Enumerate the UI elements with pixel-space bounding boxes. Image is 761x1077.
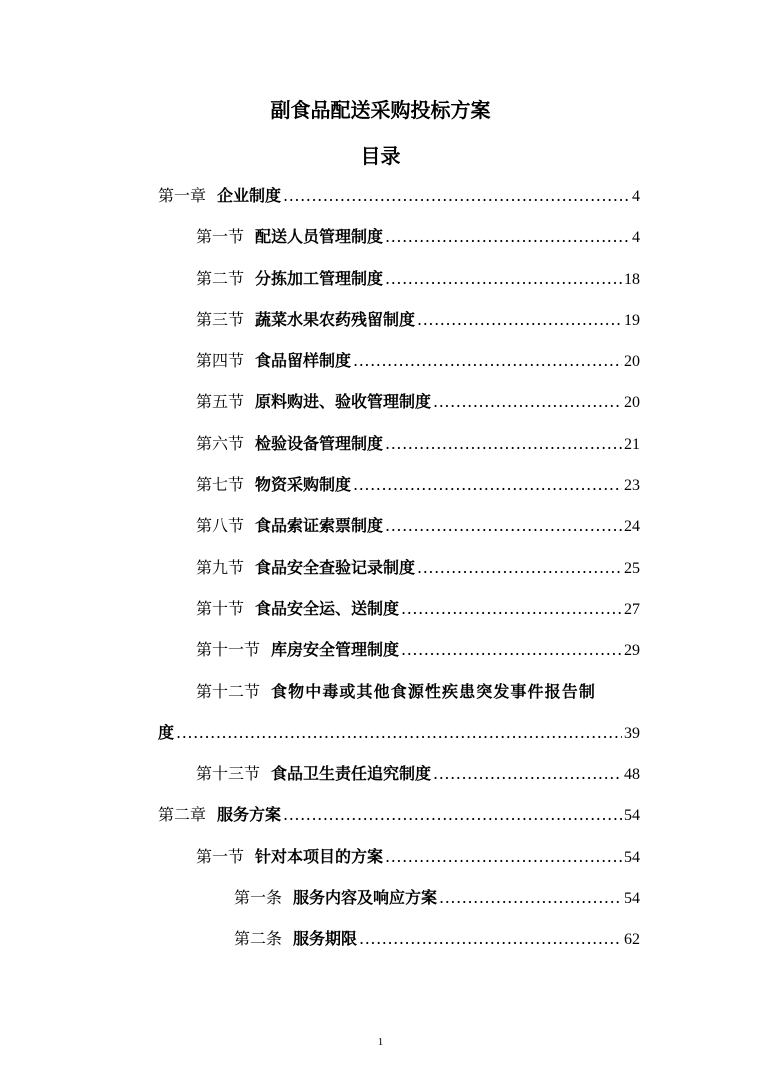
toc-entry[interactable] <box>158 547 640 588</box>
toc-entry-title: 检验设备管理制度 <box>255 433 384 453</box>
toc-entry-title: 服务方案 <box>217 805 282 825</box>
toc-entry-page: 4 <box>632 229 640 247</box>
toc-entry-number: 第一节 <box>196 227 245 247</box>
toc-entry[interactable] <box>158 918 640 959</box>
toc-entry-number: 第六节 <box>196 433 245 453</box>
toc-entry[interactable] <box>158 877 640 918</box>
toc-leader <box>385 216 630 257</box>
toc-entry[interactable] <box>158 464 640 505</box>
document-title: 副食品配送采购投标方案 <box>270 98 491 122</box>
toc-entry-page: 29 <box>624 642 640 660</box>
toc-leader <box>439 877 622 918</box>
toc-leader <box>283 794 622 835</box>
toc-entry-page: 27 <box>624 600 640 618</box>
toc-entry[interactable] <box>158 340 640 381</box>
table-of-contents <box>158 175 640 960</box>
toc-entry[interactable] <box>158 175 640 216</box>
toc-entry-title: 分拣加工管理制度 <box>255 268 384 288</box>
toc-leader <box>353 464 622 505</box>
toc-leader <box>283 175 630 216</box>
toc-entry-number: 第四节 <box>196 351 245 371</box>
toc-entry-page: 25 <box>624 559 640 577</box>
toc-entry-page: 23 <box>624 477 640 495</box>
toc-entry-title: 库房安全管理制度 <box>271 640 400 660</box>
toc-entry-number: 第九节 <box>196 557 245 577</box>
toc-entry-page: 19 <box>624 311 640 329</box>
toc-entry-page: 54 <box>624 848 640 866</box>
toc-entry-title: 针对本项目的方案 <box>255 846 384 866</box>
toc-entry-title: 食品留样制度 <box>255 351 352 371</box>
toc-leader <box>401 629 622 670</box>
toc-entry-title: 食品索证索票制度 <box>255 516 384 536</box>
toc-entry-title: 服务内容及响应方案 <box>293 888 438 908</box>
toc-leader <box>385 505 622 546</box>
toc-entry-number: 第三节 <box>196 309 245 329</box>
toc-leader <box>176 712 622 753</box>
toc-entry-number: 第五节 <box>196 392 245 412</box>
toc-leader <box>417 547 622 588</box>
toc-entry-number: 第一章 <box>158 186 207 205</box>
toc-entry-page: 54 <box>624 807 640 825</box>
toc-entry[interactable] <box>158 381 640 422</box>
toc-leader <box>385 836 622 877</box>
page-number: 1 <box>377 1036 384 1048</box>
toc-entry-continuation[interactable] <box>158 712 640 753</box>
toc-entry-number: 第八节 <box>196 516 245 536</box>
toc-entry-number: 第一节 <box>196 846 245 866</box>
toc-entry-title: 企业制度 <box>217 186 282 205</box>
toc-entry-number: 第二章 <box>158 805 207 825</box>
toc-entry-number: 第十节 <box>196 598 245 618</box>
toc-entry-page: 18 <box>624 270 640 288</box>
toc-entry-page: 54 <box>624 890 640 908</box>
toc-entry-title: 食品卫生责任追究制度 <box>271 764 432 784</box>
toc-entry-number: 第二节 <box>196 268 245 288</box>
toc-entry-page: 48 <box>624 766 640 784</box>
toc-leader <box>433 753 622 794</box>
toc-entry[interactable] <box>158 794 640 835</box>
toc-entry-title-continuation: 度 <box>158 722 175 742</box>
toc-entry-title: 原料购进、验收管理制度 <box>255 392 432 412</box>
toc-heading: 目录 <box>360 144 401 168</box>
toc-entry[interactable] <box>158 216 640 257</box>
toc-entry-number: 第十一节 <box>196 640 261 660</box>
toc-entry-number: 第一条 <box>234 888 283 908</box>
toc-entry-page: 20 <box>624 353 640 371</box>
toc-entry-page: 39 <box>624 724 640 742</box>
toc-leader <box>359 918 622 959</box>
toc-entry-page: 62 <box>624 931 640 949</box>
toc-entry-title: 物资采购制度 <box>255 475 352 495</box>
toc-entry-wrapped[interactable] <box>158 671 640 712</box>
toc-entry-number: 第二条 <box>234 929 283 949</box>
toc-entry-title: 食品安全查验记录制度 <box>255 557 416 577</box>
toc-entry[interactable] <box>158 258 640 299</box>
toc-entry-number: 第七节 <box>196 475 245 495</box>
toc-leader <box>401 588 622 629</box>
toc-entry[interactable] <box>158 423 640 464</box>
toc-entry[interactable] <box>158 505 640 546</box>
toc-entry[interactable] <box>158 299 640 340</box>
toc-leader <box>385 258 622 299</box>
toc-entry[interactable] <box>158 753 640 794</box>
toc-entry-title: 服务期限 <box>293 929 358 949</box>
toc-entry-title: 食品安全运、送制度 <box>255 598 400 618</box>
toc-leader <box>353 340 622 381</box>
toc-entry-page: 24 <box>624 518 640 536</box>
toc-entry-number: 第十二节 <box>196 681 261 701</box>
toc-leader <box>417 299 622 340</box>
toc-entry[interactable] <box>158 836 640 877</box>
toc-entry-page: 20 <box>624 394 640 412</box>
toc-leader <box>433 381 622 422</box>
toc-entry-title: 配送人员管理制度 <box>255 227 384 247</box>
toc-entry-title: 蔬菜水果农药残留制度 <box>255 309 416 329</box>
toc-entry-title: 食物中毒或其他食源性疾患突发事件报告制 <box>271 681 596 701</box>
toc-entry-page: 21 <box>624 435 640 453</box>
toc-entry-page: 4 <box>632 188 640 205</box>
toc-entry[interactable] <box>158 629 640 670</box>
toc-entry[interactable] <box>158 588 640 629</box>
toc-leader <box>385 423 622 464</box>
toc-entry-number: 第十三节 <box>196 764 261 784</box>
